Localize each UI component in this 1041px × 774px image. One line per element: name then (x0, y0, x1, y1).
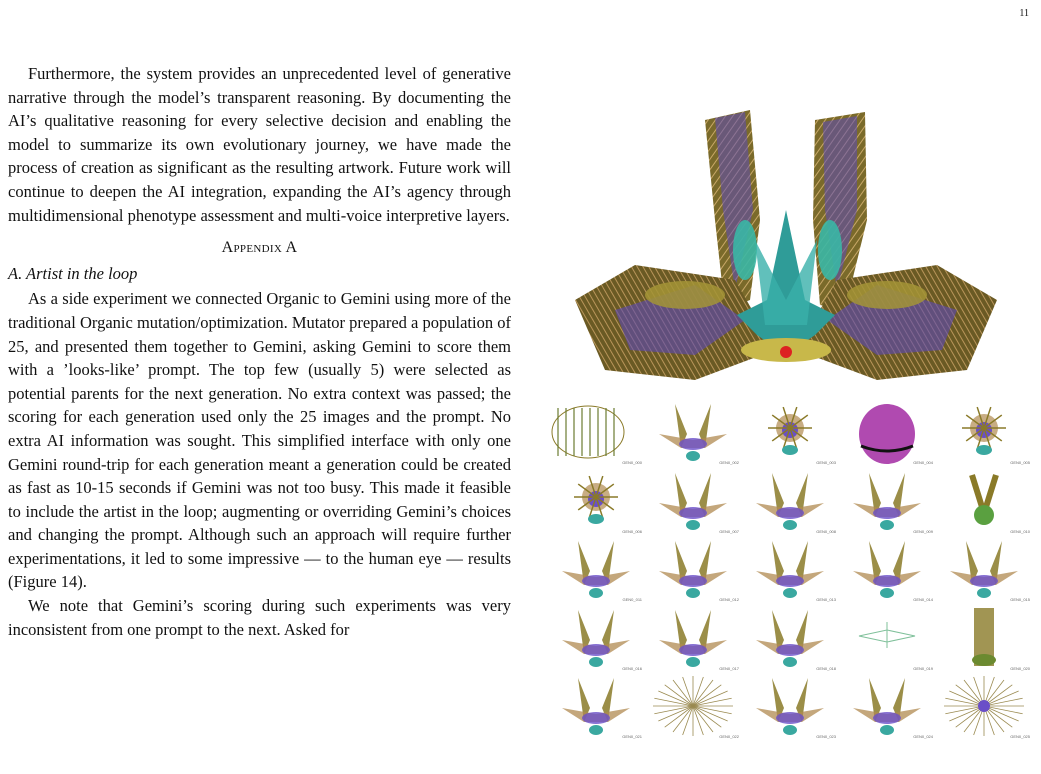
thumbnail-23 (742, 672, 838, 740)
thumbnail-caption: GEN0_000 (622, 460, 642, 465)
thumbnail-caption: GEN0_017 (719, 665, 739, 671)
thumbnail-caption: GEN0_009 (913, 528, 933, 534)
thumbnail-caption: GEN0_010 (1010, 528, 1030, 534)
thumbnail-13 (742, 535, 838, 603)
thumbnail-5 (936, 398, 1032, 466)
thumbnail-22 (645, 672, 741, 740)
thumbnail-19 (839, 604, 935, 672)
thumbnail-20 (936, 604, 1032, 672)
thumbnail-caption: GEN0_007 (719, 528, 739, 534)
thumbnail-16 (548, 604, 644, 672)
artist-loop-paragraph: As a side experiment we connected Organic to Gemini using more of the traditional Organic mutation/optimization. Mutator prepared a population of 25, and presented them together to Gemini, asking Gemini to score them with a ’looks-like’ prompt. The top few (usually 5) were selected as potential parents for the next generation. No extra context was passed; the scoring for each generation used only the 25 images and the prompt. No extra AI information was sought. This simplified interface with only one Gemini round-trip for each generation meant a generation could be created as fast as 10-15 seconds if Gemini was not too busy. This made it feasible to include the artist in the loop; augmenting or overriding Gemini’s choices and changing the prompt. Although such an approach will require further experimentations, it led to some impressive — to the human eye — results (Figure 14). (8, 289, 511, 592)
thumbnail-caption: GEN0_018 (816, 665, 836, 671)
population-thumbnail-grid (548, 398, 1036, 744)
thumbnail-17 (645, 604, 741, 672)
page-number: 11 (1019, 8, 1029, 19)
thumbnail-4 (839, 398, 935, 466)
thumbnail-caption: GEN0_023 (816, 734, 836, 739)
left-text-column (8, 62, 511, 641)
thumbnail-24 (839, 672, 935, 740)
thumbnail-caption: GEN0_011 (622, 597, 642, 602)
thumbnail-caption: GEN0_024 (913, 734, 933, 739)
appendix-heading: Appendix A (221, 239, 298, 257)
thumbnail-caption: GEN0_005 (1010, 460, 1030, 465)
thumbnail-7 (645, 467, 741, 535)
thumbnail-12 (645, 535, 741, 603)
thumbnail-caption: GEN0_004 (913, 460, 933, 465)
thumbnail-2 (645, 398, 741, 466)
thumbnail-caption: GEN0_020 (1010, 665, 1030, 671)
thumbnail-caption: GEN0_014 (913, 597, 933, 602)
hero-sculpture-image (575, 100, 997, 394)
thumbnail-1 (548, 398, 644, 466)
thumbnail-caption: GEN0_022 (719, 734, 739, 739)
thumbnail-10 (936, 467, 1032, 535)
thumbnail-11 (548, 535, 644, 603)
thumbnail-15 (936, 535, 1032, 603)
thumbnail-caption: GEN0_021 (622, 734, 642, 739)
thumbnail-caption: GEN0_006 (622, 528, 642, 534)
thumbnail-8 (742, 467, 838, 535)
thumbnail-25 (936, 672, 1032, 740)
thumbnail-caption: GEN0_012 (719, 597, 739, 602)
thumbnail-caption: GEN0_008 (816, 528, 836, 534)
subsection-heading: A. Artist in the loop (8, 263, 138, 283)
scoring-paragraph: We note that Gemini’s scoring during such experiments was very inconsistent from one prompt to the next. Asked for (8, 596, 511, 639)
thumbnail-18 (742, 604, 838, 672)
thumbnail-14 (839, 535, 935, 603)
thumbnail-caption: GEN0_019 (913, 665, 933, 671)
thumbnail-caption: GEN0_015 (1010, 597, 1030, 602)
thumbnail-caption: GEN0_003 (816, 460, 836, 465)
thumbnail-caption: GEN0_016 (622, 665, 642, 671)
conclusion-paragraph: Furthermore, the system provides an unprecedented level of generative narrative through the model’s transparent reasoning. By documenting the AI’s qualitative reasoning for every selective decision and enabling the model to summarize its own evolutionary journey, we have made the process of creation as significant as the resulting artwork. Future work will continue to deepen the AI integration, expanding the AI’s agency through multidimensional phenotype assessment and multi-voice interpretive layers. (8, 64, 511, 225)
thumbnail-caption: GEN0_002 (719, 460, 739, 465)
thumbnail-caption: GEN0_025 (1010, 734, 1030, 739)
thumbnail-3 (742, 398, 838, 466)
thumbnail-6 (548, 467, 644, 535)
thumbnail-9 (839, 467, 935, 535)
thumbnail-caption: GEN0_013 (816, 597, 836, 602)
thumbnail-21 (548, 672, 644, 740)
